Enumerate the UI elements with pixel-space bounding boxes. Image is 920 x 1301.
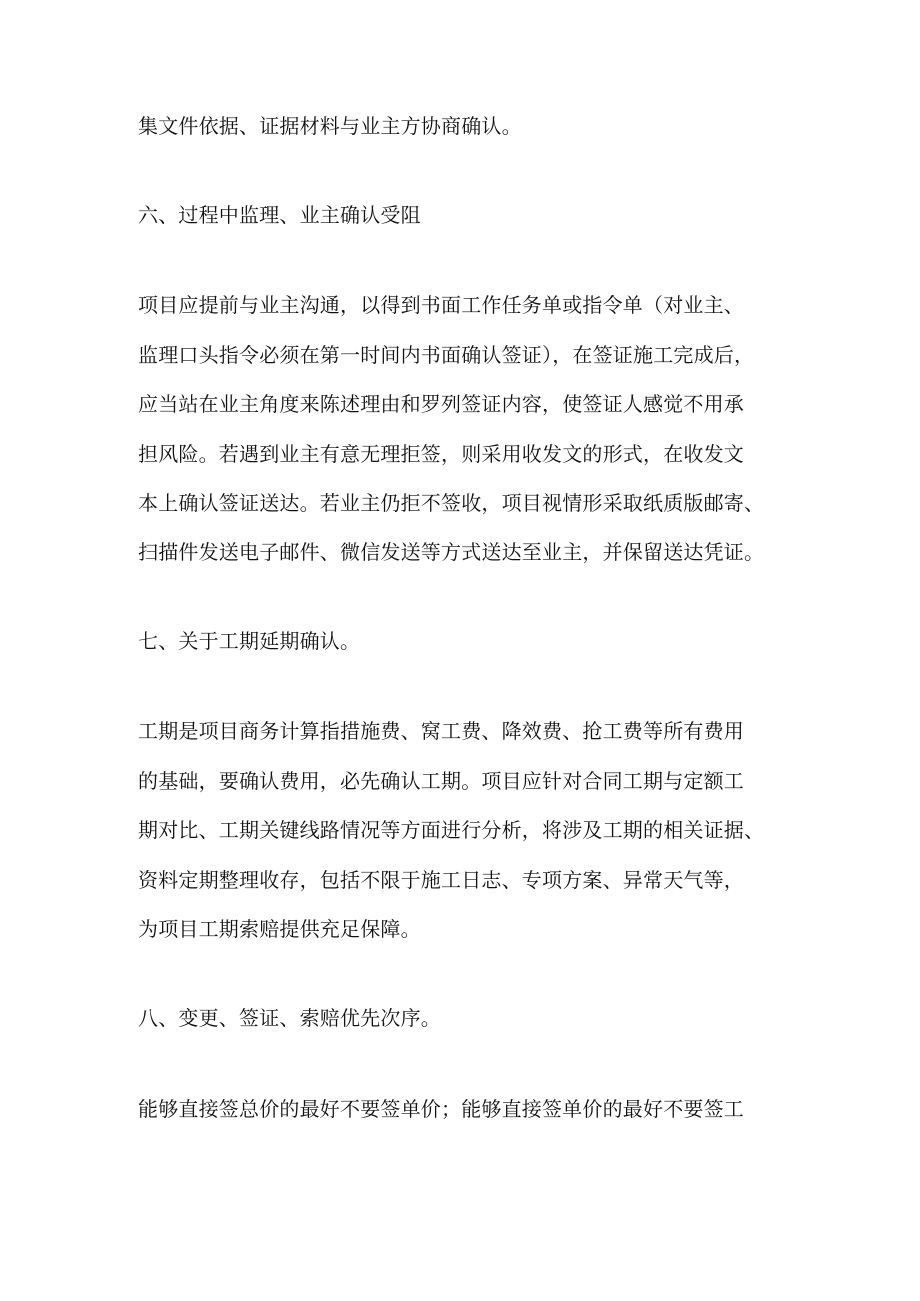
paragraph-line: 扫描件发送电子邮件、微信发送等方式送达至业主，并保留送达凭证。 xyxy=(138,540,765,564)
section-heading-6: 六、过程中监理、业主确认受阻 xyxy=(138,203,421,227)
paragraph-line: 本上确认签证送达。若业主仍拒不签收，项目视情形采取纸质版邮寄、 xyxy=(138,491,765,515)
section-heading-7: 七、关于工期延期确认。 xyxy=(138,629,361,653)
paragraph-line-continuation: 集文件依据、证据材料与业主方协商确认。 xyxy=(138,114,522,138)
paragraph-line: 工期是项目商务计算指措施费、窝工费、降效费、抢工费等所有费用 xyxy=(138,719,744,743)
paragraph-line: 的基础，要确认费用，必先确认工期。项目应针对合同工期与定额工 xyxy=(138,769,744,793)
paragraph-line: 期对比、工期关键线路情况等方面进行分析，将涉及工期的相关证据、 xyxy=(138,818,765,842)
paragraph-line: 为项目工期索赔提供充足保障。 xyxy=(138,917,421,941)
section-heading-8: 八、变更、签证、索赔优先次序。 xyxy=(138,1006,441,1030)
paragraph-line: 能够直接签总价的最好不要签单价；能够直接签单价的最好不要签工 xyxy=(138,1097,744,1121)
paragraph-line: 资料定期整理收存，包括不限于施工日志、专项方案、异常天气等， xyxy=(138,868,744,892)
paragraph-line: 应当站在业主角度来陈述理由和罗列签证内容，使签证人感觉不用承 xyxy=(138,392,744,416)
paragraph-line: 担风险。若遇到业主有意无理拒签，则采用收发文的形式，在收发文 xyxy=(138,442,744,466)
paragraph-line: 项目应提前与业主沟通，以得到书面工作任务单或指令单（对业主、 xyxy=(138,293,744,317)
paragraph-line: 监理口头指令必须在第一时间内书面确认签证），在签证施工完成后， xyxy=(138,343,755,367)
